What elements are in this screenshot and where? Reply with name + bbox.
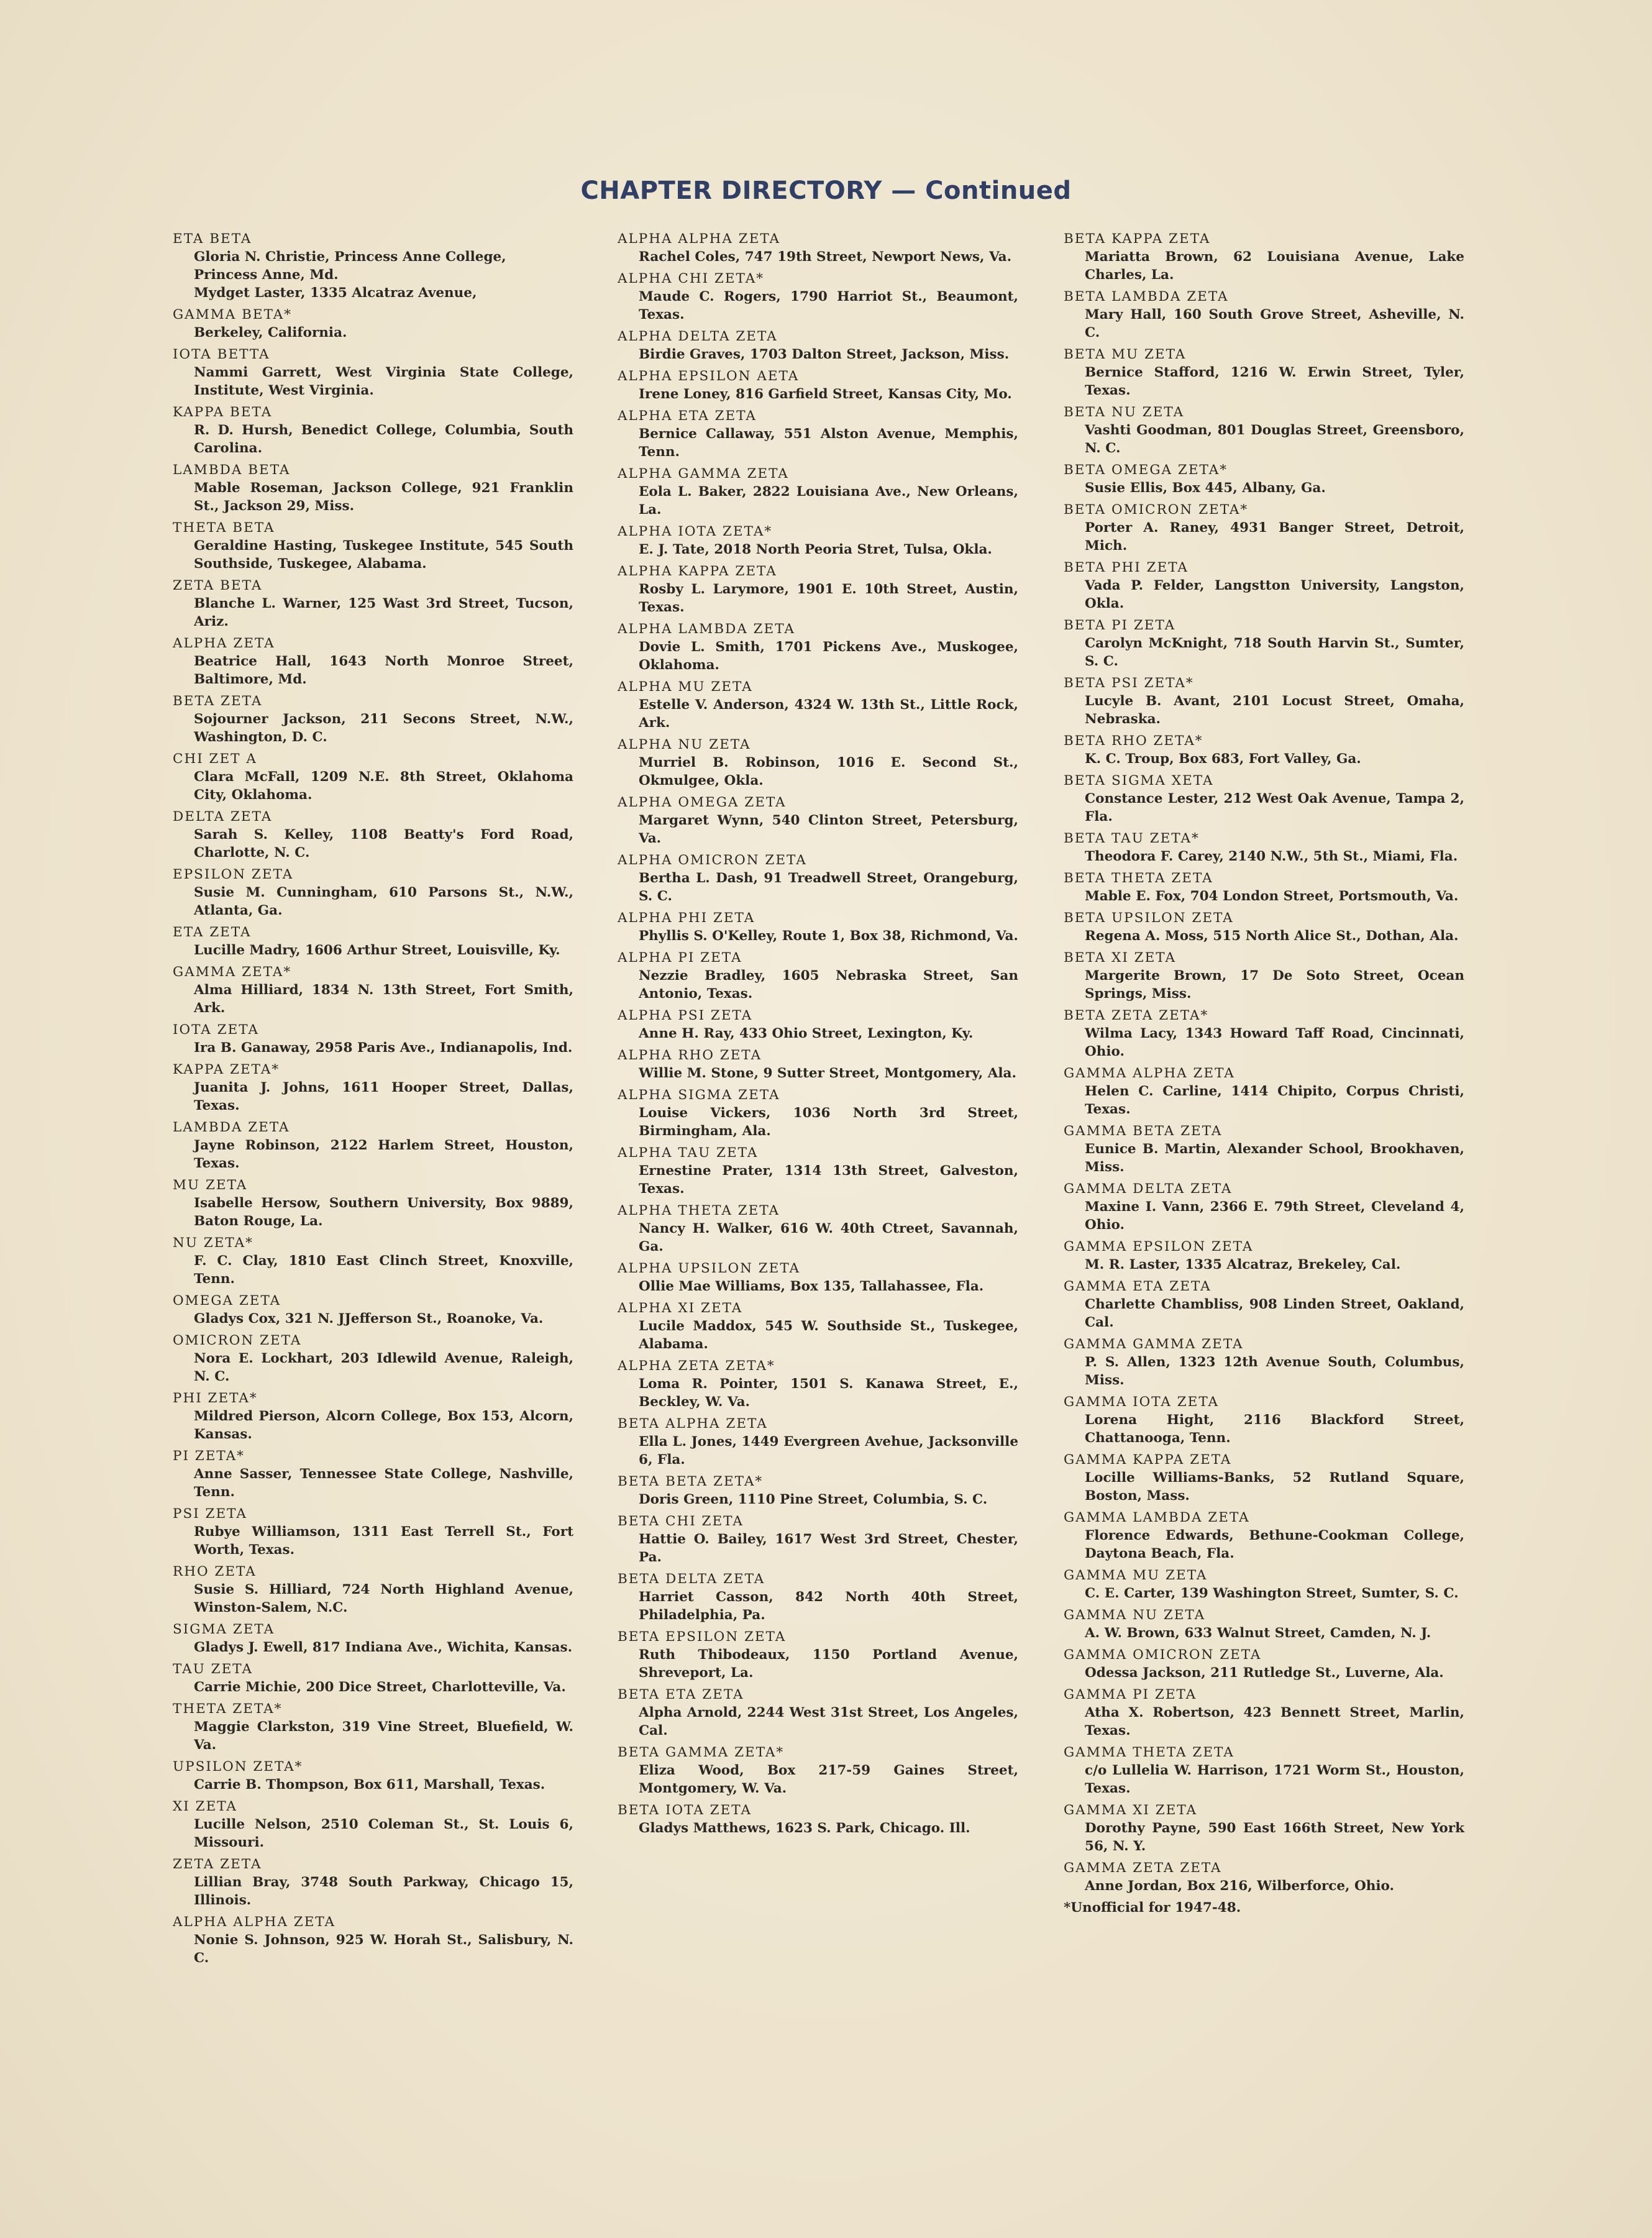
chapter-entry	[173, 403, 573, 457]
chapter-entry	[618, 270, 1018, 324]
chapter-name: BETA TAU ZETA*	[1064, 831, 1200, 846]
chapter-entry	[618, 1628, 1018, 1682]
chapter-entry	[618, 736, 1018, 790]
chapter-entry	[1064, 461, 1464, 497]
chapter-contact: Odessa Jackson, 211 Rutledge St., Luverne, Ala.	[1085, 1665, 1444, 1681]
chapter-name: ETA ZETA	[173, 925, 252, 940]
chapter-entry	[618, 465, 1018, 519]
chapter-entry	[173, 1389, 573, 1443]
chapter-contact: Carolyn McKnight, 718 South Harvin St., Sumter, S. C.	[1085, 636, 1464, 669]
chapter-entry	[173, 1563, 573, 1617]
chapter-name: ALPHA TAU ZETA	[618, 1145, 759, 1161]
chapter-entry	[618, 1512, 1018, 1566]
chapter-entry	[618, 1415, 1018, 1469]
chapter-entry	[1064, 1335, 1464, 1389]
chapter-contact: Bernice Callaway, 551 Alston Avenue, Memphis, Tenn.	[639, 426, 1018, 460]
chapter-entry	[618, 1144, 1018, 1198]
chapter-contact: P. S. Allen, 1323 12th Avenue South, Columbus, Miss.	[1085, 1354, 1464, 1388]
chapter-contact: C. E. Carter, 139 Washington Street, Sumter, S. C.	[1085, 1586, 1459, 1601]
chapter-name: BETA BETA ZETA*	[618, 1474, 764, 1489]
chapter-contact: Estelle V. Anderson, 4324 W. 13th St., Little Rock, Ark.	[639, 697, 1018, 731]
chapter-contact: c/o Lullelia W. Harrison, 1721 Worm St., Houston, Texas.	[1085, 1763, 1464, 1796]
chapter-entry	[173, 1660, 573, 1696]
chapter-entry	[1064, 1646, 1464, 1682]
chapter-entry	[173, 1855, 573, 1909]
chapter-entry	[173, 866, 573, 920]
chapter-name: LAMBDA BETA	[173, 462, 291, 478]
chapter-contact: Loma R. Pointer, 1501 S. Kanawa Street, E., Beckley, W. Va.	[639, 1376, 1018, 1410]
chapter-entry	[618, 1007, 1018, 1043]
chapter-name: BETA DELTA ZETA	[618, 1571, 765, 1587]
chapter-contact: Nezzie Bradley, 1605 Nebraska Street, San Antonio, Texas.	[639, 968, 1018, 1002]
chapter-name: ALPHA LAMBDA ZETA	[618, 621, 795, 637]
chapter-entry	[173, 808, 573, 862]
chapter-name: ALPHA ALPHA ZETA	[618, 231, 781, 247]
chapter-contact: Phyllis S. O'Kelley, Route 1, Box 38, Richmond, Va.	[639, 928, 1018, 944]
chapter-name: BETA UPSILON ZETA	[1064, 910, 1234, 926]
chapter-contact: Margerite Brown, 17 De Soto Street, Ocean Springs, Miss.	[1085, 968, 1464, 1002]
chapter-contact: Maxine I. Vann, 2366 E. 79th Street, Cleveland 4, Ohio.	[1085, 1199, 1464, 1233]
chapter-entry	[618, 1202, 1018, 1256]
chapter-entry	[1064, 869, 1464, 905]
chapter-contact: Helen C. Carline, 1414 Chipito, Corpus Christi, Texas.	[1085, 1084, 1464, 1117]
chapter-name: GAMMA LAMBDA ZETA	[1064, 1510, 1250, 1525]
chapter-name: ALPHA EPSILON AETA	[618, 368, 800, 384]
chapter-entry	[173, 1758, 573, 1794]
chapter-contact: Lillian Bray, 3748 South Parkway, Chicago 15, Illinois.	[194, 1875, 573, 1908]
chapter-contact: Charlette Chambliss, 908 Linden Street, Oakland, Cal.	[1085, 1297, 1464, 1330]
chapter-contact: Lucille Nelson, 2510 Coleman St., St. Louis 6, Missouri.	[194, 1817, 573, 1850]
chapter-contact: Mary Hall, 160 South Grove Street, Asheville, N. C.	[1085, 307, 1464, 340]
chapter-entry	[173, 1620, 573, 1656]
chapter-name: BETA ALPHA ZETA	[618, 1416, 768, 1432]
chapter-entry	[618, 1801, 1018, 1837]
chapter-name: GAMMA PI ZETA	[1064, 1687, 1197, 1702]
chapter-name: GAMMA ZETA ZETA	[1064, 1860, 1222, 1876]
chapter-entry	[1064, 1686, 1464, 1740]
chapter-contact: Vada P. Felder, Langstton University, Langston, Okla.	[1085, 578, 1464, 611]
chapter-contact: Gladys J. Ewell, 817 Indiana Ave., Wichita, Kansas.	[194, 1640, 573, 1655]
chapter-contact: Gladys Matthews, 1623 S. Park, Chicago. Ill.	[639, 1820, 970, 1836]
chapter-contact: Wilma Lacy, 1343 Howard Taff Road, Cincinnati, Ohio.	[1085, 1026, 1464, 1059]
chapter-name: NU ZETA*	[173, 1235, 253, 1251]
chapter-entry	[618, 1570, 1018, 1624]
chapter-entry	[1064, 1859, 1464, 1895]
chapter-entry	[173, 1797, 573, 1852]
chapter-entry	[1064, 1509, 1464, 1563]
chapter-name: ALPHA ETA ZETA	[618, 408, 757, 424]
chapter-name: ZETA BETA	[173, 578, 263, 593]
chapter-contact: Nonie S. Johnson, 925 W. Horah St., Salisbury, N. C.	[194, 1932, 573, 1966]
chapter-entry	[1064, 501, 1464, 555]
chapter-name: LAMBDA ZETA	[173, 1120, 290, 1135]
chapter-entry	[1064, 1122, 1464, 1176]
chapter-name: GAMMA DELTA ZETA	[1064, 1181, 1233, 1197]
chapter-name: BETA ETA ZETA	[618, 1687, 744, 1702]
chapter-entry	[1064, 1064, 1464, 1118]
chapter-contact: Anne Sasser, Tennessee State College, Nashville, Tenn.	[194, 1466, 573, 1500]
chapter-contact: Florence Edwards, Bethune-Cookman College, Daytona Beach, Fla.	[1085, 1528, 1464, 1561]
chapter-name: MU ZETA	[173, 1177, 248, 1193]
chapter-contact: Gloria N. Christie, Princess Anne College, Princess Anne, Md. Mydget Laster, 1335 Alcatraz Avenue,	[194, 249, 506, 301]
chapter-contact: Harriet Casson, 842 North 40th Street, Philadelphia, Pa.	[639, 1589, 1018, 1623]
chapter-entry	[618, 949, 1018, 1003]
chapter-name: ALPHA OMEGA ZETA	[618, 795, 787, 810]
chapter-contact: Ernestine Prater, 1314 13th Street, Galveston, Texas.	[639, 1163, 1018, 1197]
directory-column-1	[173, 230, 573, 1971]
chapter-name: GAMMA NU ZETA	[1064, 1607, 1206, 1623]
chapter-name: KAPPA BETA	[173, 404, 273, 420]
chapter-name: BETA MU ZETA	[1064, 347, 1187, 362]
chapter-name: GAMMA BETA*	[173, 307, 293, 322]
chapter-name: BETA XI ZETA	[1064, 950, 1176, 966]
chapter-entry	[173, 1447, 573, 1501]
chapter-entry	[173, 1176, 573, 1230]
chapter-name: OMEGA ZETA	[173, 1293, 281, 1309]
chapter-name: GAMMA XI ZETA	[1064, 1802, 1198, 1818]
chapter-entry	[173, 634, 573, 688]
chapter-name: UPSILON ZETA*	[173, 1759, 303, 1774]
directory-column-2	[618, 230, 1018, 1841]
chapter-contact: Theodora F. Carey, 2140 N.W., 5th St., Miami, Fla.	[1085, 849, 1458, 864]
chapter-contact: Beatrice Hall, 1643 North Monroe Street, Baltimore, Md.	[194, 654, 573, 687]
chapter-entry	[173, 519, 573, 573]
chapter-entry	[1064, 772, 1464, 826]
chapter-contact: R. D. Hursh, Benedict College, Columbia, South Carolina.	[194, 422, 573, 456]
chapter-name: GAMMA GAMMA ZETA	[1064, 1336, 1244, 1352]
chapter-contact: Berkeley, California.	[194, 325, 347, 340]
chapter-name: IOTA ZETA	[173, 1022, 259, 1038]
chapter-name: ALPHA DELTA ZETA	[618, 329, 778, 344]
chapter-entry	[618, 230, 1018, 266]
unofficial-footnote: *Unofficial for 1947-48.	[1064, 1900, 1241, 1916]
chapter-entry	[618, 620, 1018, 674]
chapter-entry	[618, 678, 1018, 732]
chapter-contact: Irene Loney, 816 Garfield Street, Kansas City, Mo.	[639, 386, 1012, 402]
chapter-contact: Lucille Madry, 1606 Arthur Street, Louisville, Ky.	[194, 943, 560, 958]
chapter-name: BETA KAPPA ZETA	[1064, 231, 1211, 247]
chapter-name: ALPHA CHI ZETA*	[618, 271, 764, 286]
chapter-contact: Gladys Cox, 321 N. JJefferson St., Roanoke, Va.	[194, 1311, 544, 1327]
chapter-entry	[173, 1118, 573, 1172]
chapter-name: BETA LAMBDA ZETA	[1064, 289, 1229, 304]
chapter-entry	[173, 1234, 573, 1288]
chapter-name: BETA CHI ZETA	[618, 1514, 744, 1529]
chapter-entry	[173, 963, 573, 1017]
chapter-contact: Mable Roseman, Jackson College, 921 Franklin St., Jackson 29, Miss.	[194, 480, 573, 514]
chapter-contact: Ira B. Ganaway, 2958 Paris Ave., Indianapolis, Ind.	[194, 1040, 573, 1056]
chapter-name: BETA PHI ZETA	[1064, 560, 1189, 575]
chapter-entry	[618, 407, 1018, 461]
chapter-contact: Porter A. Raney, 4931 Banger Street, Detroit, Mich.	[1085, 520, 1464, 554]
chapter-name: ALPHA ZETA ZETA*	[618, 1358, 775, 1374]
chapter-entry	[173, 230, 573, 302]
chapter-entry	[173, 1021, 573, 1057]
chapter-name: ALPHA GAMMA ZETA	[618, 466, 789, 482]
chapter-contact: Rachel Coles, 747 19th Street, Newport News, Va.	[639, 249, 1012, 265]
chapter-entry	[1064, 616, 1464, 670]
chapter-name: ALPHA KAPPA ZETA	[618, 564, 777, 579]
chapter-contact: Lucile Maddox, 545 W. Southside St., Tuskegee, Alabama.	[639, 1318, 1018, 1352]
chapter-contact: Louise Vickers, 1036 North 3rd Street, Birmingham, Ala.	[639, 1105, 1018, 1139]
chapter-entry	[173, 306, 573, 342]
chapter-name: BETA OMEGA ZETA*	[1064, 462, 1228, 478]
chapter-name: BETA NU ZETA	[1064, 404, 1185, 420]
chapter-name: BETA THETA ZETA	[1064, 870, 1213, 886]
chapter-name: IOTA BETTA	[173, 347, 270, 362]
chapter-entry	[173, 345, 573, 400]
chapter-name: GAMMA ZETA*	[173, 964, 292, 980]
chapter-contact: Eliza Wood, Box 217-59 Gaines Street, Montgomery, W. Va.	[639, 1763, 1018, 1796]
chapter-entry	[173, 692, 573, 746]
chapter-entry	[173, 750, 573, 804]
chapter-contact: Geraldine Hasting, Tuskegee Institute, 545 South Southside, Tuskegee, Alabama.	[194, 538, 573, 572]
chapter-name: ALPHA ZETA	[173, 636, 275, 651]
chapter-name: ALPHA PI ZETA	[618, 950, 742, 966]
chapter-name: SIGMA ZETA	[173, 1622, 275, 1637]
chapter-entry	[1064, 909, 1464, 945]
chapter-name: BETA EPSILON ZETA	[618, 1629, 787, 1645]
chapter-contact: Ollie Mae Williams, Box 135, Tallahassee, Fla.	[639, 1279, 984, 1294]
chapter-contact: Blanche L. Warner, 125 Wast 3rd Street, Tucson, Ariz.	[194, 596, 573, 629]
chapter-contact: F. C. Clay, 1810 East Clinch Street, Knoxville, Tenn.	[194, 1253, 573, 1287]
chapter-contact: Vashti Goodman, 801 Douglas Street, Greensboro, N. C.	[1085, 422, 1464, 456]
chapter-entry	[1064, 1393, 1464, 1447]
chapter-name: XI ZETA	[173, 1799, 237, 1814]
chapter-entry	[618, 1299, 1018, 1353]
chapter-entry	[618, 1686, 1018, 1740]
chapter-entry	[173, 1331, 573, 1386]
chapter-entry	[1064, 1277, 1464, 1331]
chapter-entry	[618, 793, 1018, 847]
chapter-contact: Margaret Wynn, 540 Clinton Street, Petersburg, Va.	[639, 813, 1018, 846]
chapter-contact: Lorena Hight, 2116 Blackford Street, Chattanooga, Tenn.	[1085, 1412, 1464, 1446]
chapter-entry	[1064, 1743, 1464, 1797]
chapter-name: ALPHA PSI ZETA	[618, 1008, 753, 1023]
chapter-name: PSI ZETA	[173, 1506, 247, 1522]
chapter-entry	[618, 1086, 1018, 1140]
chapter-contact: Susie Ellis, Box 445, Albany, Ga.	[1085, 480, 1326, 496]
chapter-entry	[618, 909, 1018, 945]
chapter-name: KAPPA ZETA*	[173, 1062, 280, 1077]
chapter-name: ZETA ZETA	[173, 1857, 262, 1872]
chapter-contact: Doris Green, 1110 Pine Street, Columbia, S. C.	[639, 1492, 988, 1507]
chapter-entry	[1064, 1007, 1464, 1061]
chapter-contact: Anne Jordan, Box 216, Wilberforce, Ohio.	[1085, 1878, 1394, 1894]
chapter-name: GAMMA BETA ZETA	[1064, 1123, 1223, 1139]
chapter-name: ALPHA ALPHA ZETA	[173, 1914, 336, 1930]
chapter-name: DELTA ZETA	[173, 809, 273, 824]
chapter-name: OMICRON ZETA	[173, 1333, 302, 1348]
chapter-entry	[173, 461, 573, 515]
chapter-contact: Clara McFall, 1209 N.E. 8th Street, Oklahoma City, Oklahoma.	[194, 769, 573, 803]
chapter-name: CHI ZET A	[173, 751, 257, 767]
chapter-contact: Jayne Robinson, 2122 Harlem Street, Houston, Texas.	[194, 1138, 573, 1171]
chapter-entry	[1064, 345, 1464, 400]
chapter-contact: Dorothy Payne, 590 East 166th Street, New York 56, N. Y.	[1085, 1820, 1464, 1854]
chapter-entry	[173, 1292, 573, 1328]
chapter-contact: Murriel B. Robinson, 1016 E. Second St., Okmulgee, Okla.	[639, 755, 1018, 788]
chapter-name: THETA ZETA*	[173, 1701, 283, 1717]
chapter-entry	[618, 523, 1018, 559]
chapter-contact: Isabelle Hersow, Southern University, Box 9889, Baton Rouge, La.	[194, 1195, 573, 1229]
chapter-name: ALPHA RHO ZETA	[618, 1048, 762, 1063]
chapter-contact: Bertha L. Dash, 91 Treadwell Street, Orangeburg, S. C.	[639, 870, 1018, 904]
chapter-name: ALPHA MU ZETA	[618, 679, 753, 695]
chapter-name: RHO ZETA	[173, 1564, 257, 1579]
chapter-contact: Mariatta Brown, 62 Louisiana Avenue, Lake Charles, La.	[1085, 249, 1464, 283]
chapter-name: ETA BETA	[173, 231, 252, 247]
chapter-entry	[1064, 403, 1464, 457]
chapter-name: GAMMA ETA ZETA	[1064, 1279, 1212, 1294]
chapter-entry	[1064, 559, 1464, 613]
chapter-name: GAMMA OMICRON ZETA	[1064, 1647, 1262, 1663]
chapter-contact: K. C. Troup, Box 683, Fort Valley, Ga.	[1085, 751, 1361, 767]
chapter-contact: Alma Hilliard, 1834 N. 13th Street, Fort Smith, Ark.	[194, 982, 573, 1016]
chapter-contact: Carrie Michie, 200 Dice Street, Charlotteville, Va.	[194, 1679, 566, 1695]
chapter-entry	[1064, 1238, 1464, 1274]
chapter-name: ALPHA IOTA ZETA*	[618, 524, 773, 539]
chapter-name: PHI ZETA*	[173, 1391, 258, 1406]
chapter-contact: Regena A. Moss, 515 North Alice St., Dothan, Ala.	[1085, 928, 1459, 944]
chapter-contact: Alpha Arnold, 2244 West 31st Street, Los Angeles, Cal.	[639, 1705, 1018, 1738]
chapter-name: PI ZETA*	[173, 1448, 245, 1464]
chapter-contact: Bernice Stafford, 1216 W. Erwin Street, Tyler, Texas.	[1085, 365, 1464, 398]
chapter-contact: Susie S. Hilliard, 724 North Highland Avenue, Winston-Salem, N.C.	[194, 1582, 573, 1615]
chapter-name: BETA PI ZETA	[1064, 618, 1176, 633]
chapter-name: GAMMA IOTA ZETA	[1064, 1394, 1220, 1410]
chapter-name: ALPHA SIGMA ZETA	[618, 1087, 780, 1103]
chapter-contact: Rubye Williamson, 1311 East Terrell St., Fort Worth, Texas.	[194, 1524, 573, 1558]
chapter-contact: Rosby L. Larymore, 1901 E. 10th Street, Austin, Texas.	[639, 582, 1018, 615]
chapter-name: GAMMA THETA ZETA	[1064, 1745, 1234, 1760]
chapter-contact: Birdie Graves, 1703 Dalton Street, Jackson, Miss.	[639, 347, 1010, 362]
chapter-entry	[1064, 230, 1464, 284]
chapter-entry	[173, 1700, 573, 1754]
chapter-entry	[618, 1259, 1018, 1295]
chapter-name: BETA GAMMA ZETA*	[618, 1745, 785, 1760]
chapter-contact: Maude C. Rogers, 1790 Harriot St., Beaumont, Texas.	[639, 289, 1018, 322]
chapter-contact: Maggie Clarkston, 319 Vine Street, Bluefield, W. Va.	[194, 1719, 573, 1753]
chapter-contact: Eunice B. Martin, Alexander School, Brookhaven, Miss.	[1085, 1141, 1464, 1175]
chapter-name: THETA BETA	[173, 520, 275, 536]
chapter-entry	[173, 1061, 573, 1115]
chapter-entry	[1064, 949, 1464, 1003]
chapter-name: GAMMA ALPHA ZETA	[1064, 1066, 1235, 1081]
chapter-name: BETA ZETA	[173, 693, 263, 709]
chapter-entry	[618, 1357, 1018, 1411]
chapter-entry	[1064, 829, 1464, 866]
chapter-entry	[173, 577, 573, 631]
chapter-name: BETA OMICRON ZETA*	[1064, 502, 1249, 518]
chapter-name: ALPHA UPSILON ZETA	[618, 1261, 801, 1276]
chapter-contact: Ruth Thibodeaux, 1150 Portland Avenue, Shreveport, La.	[639, 1647, 1018, 1681]
chapter-contact: Nora E. Lockhart, 203 Idlewild Avenue, Raleigh, N. C.	[194, 1351, 573, 1384]
chapter-name: GAMMA MU ZETA	[1064, 1568, 1208, 1583]
chapter-contact: Nancy H. Walker, 616 W. 40th Ctreet, Savannah, Ga.	[639, 1221, 1018, 1254]
chapter-entry	[1064, 1801, 1464, 1855]
chapter-entry	[618, 1743, 1018, 1797]
chapter-entry	[1064, 288, 1464, 342]
chapter-name: BETA IOTA ZETA	[618, 1802, 752, 1818]
chapter-name: BETA SIGMA XETA	[1064, 773, 1214, 788]
chapter-name: EPSILON ZETA	[173, 867, 294, 882]
chapter-name: BETA RHO ZETA*	[1064, 733, 1203, 749]
chapter-contact: Anne H. Ray, 433 Ohio Street, Lexington, Ky.	[639, 1026, 974, 1041]
chapter-entry	[1064, 1451, 1464, 1505]
chapter-name: BETA PSI ZETA*	[1064, 675, 1194, 691]
chapter-name: GAMMA KAPPA ZETA	[1064, 1452, 1232, 1468]
chapter-entry	[618, 327, 1018, 363]
chapter-contact: Ella L. Jones, 1449 Evergreen Avehue, Jacksonville 6, Fla.	[639, 1434, 1018, 1468]
chapter-contact: Mable E. Fox, 704 London Street, Portsmouth, Va.	[1085, 888, 1459, 904]
chapter-entry	[1064, 1606, 1464, 1642]
chapter-contact: A. W. Brown, 633 Walnut Street, Camden, N. J.	[1085, 1625, 1431, 1641]
chapter-entry	[173, 923, 573, 959]
chapter-contact: E. J. Tate, 2018 North Peoria Stret, Tulsa, Okla.	[639, 542, 992, 557]
chapter-contact: Eola L. Baker, 2822 Louisiana Ave., New Orleans, La.	[639, 484, 1018, 518]
chapter-name: ALPHA XI ZETA	[618, 1300, 743, 1316]
chapter-entry	[618, 851, 1018, 905]
chapter-contact: Constance Lester, 212 West Oak Avenue, Tampa 2, Fla.	[1085, 791, 1464, 824]
chapter-name: TAU ZETA	[173, 1661, 253, 1677]
chapter-name: BETA ZETA ZETA*	[1064, 1008, 1209, 1023]
chapter-contact: Atha X. Robertson, 423 Bennett Street, Marlin, Texas.	[1085, 1705, 1464, 1738]
chapter-entry	[618, 1473, 1018, 1509]
chapter-contact: Dovie L. Smith, 1701 Pickens Ave., Muskogee, Oklahoma.	[639, 639, 1018, 673]
chapter-contact: Susie M. Cunningham, 610 Parsons St., N.W., Atlanta, Ga.	[194, 885, 573, 918]
chapter-contact: Lucyle B. Avant, 2101 Locust Street, Omaha, Nebraska.	[1085, 693, 1464, 727]
chapter-name: ALPHA NU ZETA	[618, 737, 751, 752]
chapter-name: GAMMA EPSILON ZETA	[1064, 1239, 1254, 1254]
chapter-name: ALPHA PHI ZETA	[618, 910, 755, 926]
page-title: CHAPTER DIRECTORY — Continued	[580, 176, 1072, 205]
chapter-entry	[173, 1505, 573, 1559]
chapter-entry	[618, 1046, 1018, 1082]
chapter-contact: Willie M. Stone, 9 Sutter Street, Montgomery, Ala.	[639, 1066, 1016, 1081]
chapter-contact: Carrie B. Thompson, Box 611, Marshall, Texas.	[194, 1777, 545, 1793]
chapter-entry	[173, 1913, 573, 1967]
chapter-contact: M. R. Laster, 1335 Alcatraz, Brekeley, Cal.	[1085, 1257, 1401, 1272]
chapter-name: ALPHA OMICRON ZETA	[618, 852, 807, 868]
chapter-entry	[1064, 674, 1464, 728]
chapter-contact: Nammi Garrett, West Virginia State College, Institute, West Virginia.	[194, 365, 573, 398]
chapter-contact: Sojourner Jackson, 211 Secons Street, N.W., Washington, D. C.	[194, 711, 573, 745]
directory-column-3	[1064, 230, 1464, 1917]
chapter-entry	[618, 562, 1018, 616]
chapter-contact: Hattie O. Bailey, 1617 West 3rd Street, Chester, Pa.	[639, 1532, 1018, 1565]
chapter-entry	[1064, 1566, 1464, 1602]
chapter-contact: Juanita J. Johns, 1611 Hooper Street, Dallas, Texas.	[194, 1080, 573, 1113]
chapter-entry	[1064, 1180, 1464, 1234]
chapter-entry	[1064, 732, 1464, 768]
chapter-contact: Sarah S. Kelley, 1108 Beatty's Ford Road, Charlotte, N. C.	[194, 827, 573, 861]
chapter-entry	[618, 367, 1018, 403]
chapter-contact: Mildred Pierson, Alcorn College, Box 153, Alcorn, Kansas.	[194, 1409, 573, 1442]
chapter-name: ALPHA THETA ZETA	[618, 1203, 780, 1218]
chapter-contact: Locille Williams-Banks, 52 Rutland Square, Boston, Mass.	[1085, 1470, 1464, 1504]
